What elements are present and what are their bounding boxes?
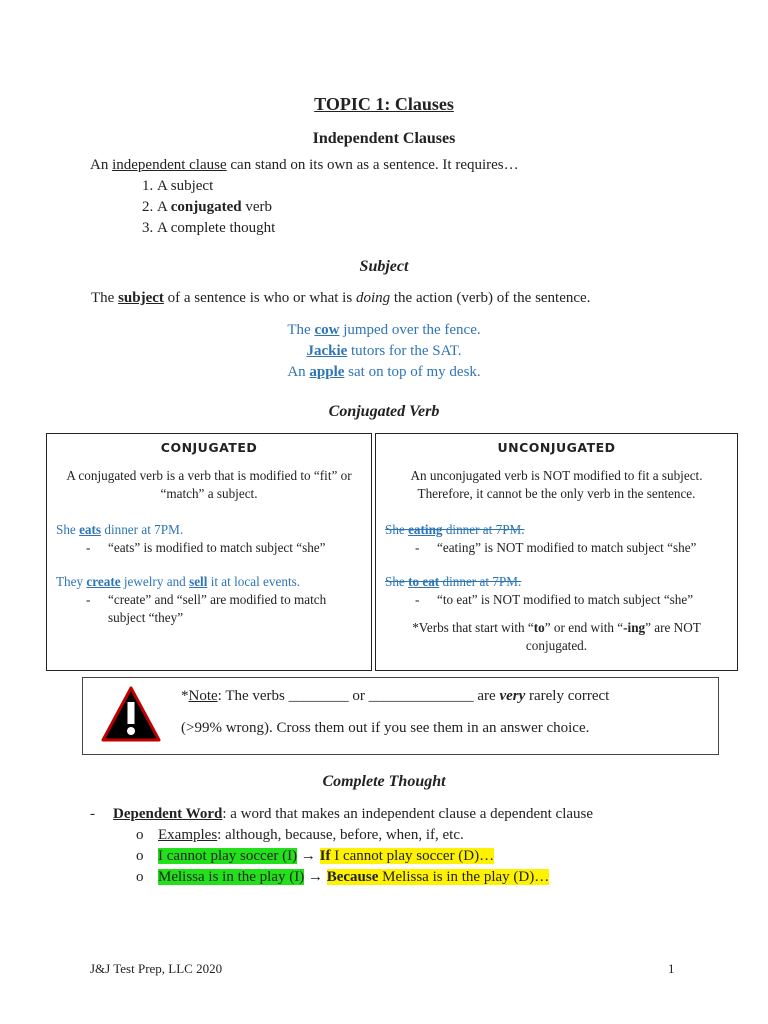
subject-example-2: Jackie tutors for the SAT.: [306, 343, 462, 359]
unconjugated-box: [375, 433, 738, 671]
page-number: 1: [668, 961, 675, 976]
unconjugated-example-1-note: - “eating” is NOT modified to match subject “she”: [385, 539, 737, 557]
conjugated-verb-heading: Conjugated Verb: [328, 403, 440, 420]
unconjugated-footnote: *Verbs that start with “to” or end with “-ing” are NOT conjugated.: [412, 620, 701, 653]
conjugated-header: CONJUGATED: [160, 440, 258, 455]
conjugated-example-2: They create jewelry and sell it at local events.: [56, 574, 301, 589]
page-title: TOPIC 1: Clauses: [314, 94, 454, 114]
conjugated-example-1-note: - “eats” is modified to match subject “she”: [56, 539, 371, 557]
requirement-subject: 1. A subject: [157, 176, 275, 197]
warning-note-box: [82, 677, 719, 755]
independent-clause-term: independent clause: [112, 157, 227, 173]
subject-definition: The subject of a sentence is who or what is doing the action (verb) of the sentence.: [91, 290, 591, 306]
requirements-list: [135, 176, 275, 239]
complete-thought-heading: Complete Thought: [322, 773, 446, 790]
requirement-thought: 3. A complete thought: [157, 218, 275, 239]
footer-company: J&J Test Prep, LLC 2020: [90, 961, 223, 976]
note-line-1: *Note: The verbs ________ or ______________ are very rarely correct: [181, 688, 610, 704]
unconjugated-example-1: She eating dinner at 7PM.: [385, 522, 525, 537]
note-line-2: (>99% wrong). Cross them out if you see them in an answer choice.: [181, 720, 590, 736]
arrow-icon: →: [307, 869, 323, 885]
unconjugated-example-2-note: - “to eat” is NOT modified to match subject “she”: [385, 591, 737, 609]
subject-example-1: The cow jumped over the fence.: [287, 322, 481, 338]
example-if: o I cannot play soccer (I) → If I cannot play soccer (D)…: [136, 848, 495, 864]
subject-example-3: An apple sat on top of my desk.: [287, 364, 481, 380]
subject-heading: Subject: [359, 258, 409, 275]
requirement-verb: 2. A conjugated verb: [157, 197, 275, 218]
unconjugated-header: UNCONJUGATED: [497, 440, 616, 455]
independent-clauses-heading: Independent Clauses: [312, 130, 456, 147]
conjugated-example-1: She eats dinner at 7PM.: [56, 522, 184, 537]
unconjugated-example-2: She to eat dinner at 7PM.: [385, 574, 522, 589]
conjugated-description: A conjugated verb is a verb that is modified to “fit” or “match” a subject.: [66, 468, 352, 501]
examples-bullet: o Examples: although, because, before, when, if, etc.: [136, 827, 464, 843]
conjugated-example-2-note: - “create” and “sell” are modified to match subject “they”: [56, 591, 361, 627]
conjugated-box: [46, 433, 372, 671]
independent-clause-intro: An independent clause can stand on its own as a sentence. It requires…: [90, 157, 519, 173]
warning-icon: [101, 686, 161, 742]
example-because: o Melissa is in the play (I) → Because Melissa is in the play (D)…: [136, 869, 550, 885]
unconjugated-description: An unconjugated verb is NOT modified to fit a subject. Therefore, it cannot be the only verb in the sentence.: [410, 468, 703, 501]
dependent-word-definition: - Dependent Word: a word that makes an independent clause a dependent clause: [90, 806, 594, 822]
arrow-icon: →: [300, 848, 316, 864]
